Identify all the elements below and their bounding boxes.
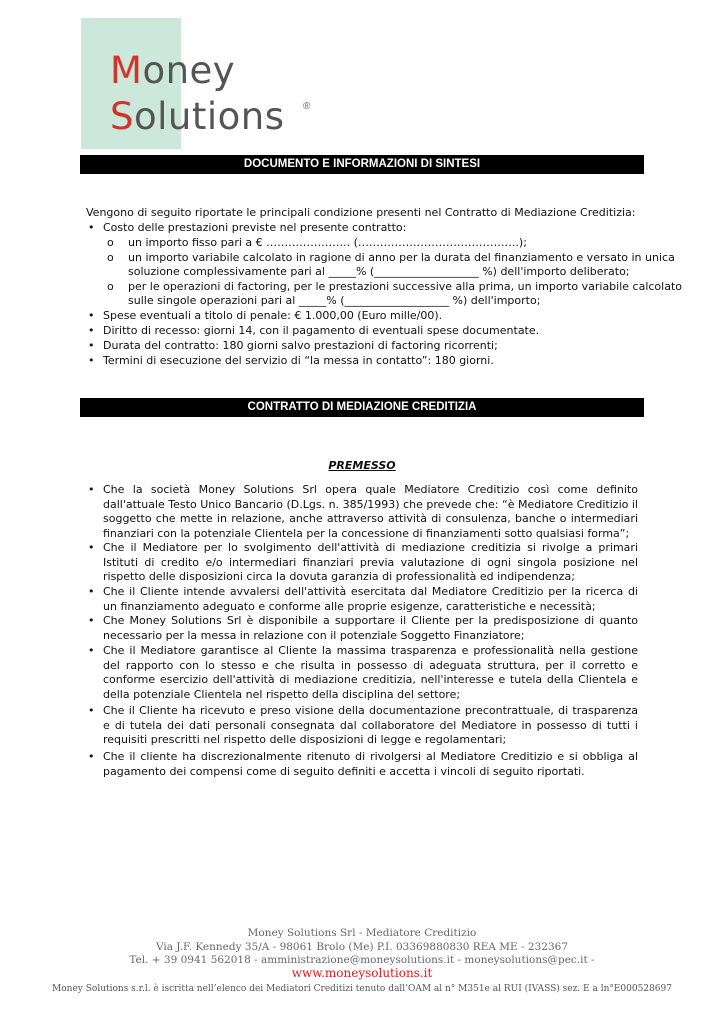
- bullet-icon: •: [88, 324, 95, 337]
- premise-item: Che Money Solutions Srl è disponibile a supportare il Cliente per la predisposizione di quanto necessario per la messa in relazione con il potenziale Soggetto Finanziatore;: [103, 614, 638, 642]
- logo-line-solutions: [110, 96, 285, 138]
- premise-item: Che il Mediatore garantisce al Cliente la massima trasparenza e professionalità nella gestione del rapporto con lo stesso e che risulta in possesso di adeguata struttura, per il corretto e conforme esercizio dell'attività di mediazione creditizia, nell'interesse e tutela della Clientela e della potenziale Clientela nel rispetto della disciplina del settore;: [103, 644, 638, 701]
- section-title-sintesi: DOCUMENTO E INFORMAZIONI DI SINTESI: [80, 155, 644, 174]
- bullet-icon: •: [88, 354, 95, 367]
- bullet-icon: •: [88, 339, 95, 352]
- sub-bullet-icon: o: [107, 236, 114, 249]
- premise-item: Che la società Money Solutions Srl opera quale Mediatore Creditizio così come definito dall'attuale Testo Unico Bancario (D.Lgs. n. 385/1993) che prevede che: “è Mediatore Creditizio il soggetto che mette in relazione, anche attraverso attività di consulenza, banche o intermediari finanziari con la potenziale Clientela per la concessione di finanziamenti sotto qualsiasi forma”;: [103, 483, 638, 540]
- footer-registration: Money Solutions s.r.l. è iscritta nell’elenco dei Mediatori Creditizi tenuto dall’OAM al n° M351e al RUI (IVASS) sez. E a ln°E000528697: [52, 984, 672, 994]
- sub-bullet-icon: o: [107, 280, 114, 293]
- terms-text: Termini di esecuzione del servizio di “la messa in contatto”: 180 giorni.: [103, 354, 494, 367]
- logo-line-money: [110, 50, 235, 92]
- cost-factoring-line1: per le operazioni di factoring, per le prestazioni successive alla prima, un importo variabile calcolato: [128, 280, 683, 293]
- registered-mark: ®: [303, 101, 311, 112]
- website-link[interactable]: www.moneysolutions.it: [291, 966, 433, 980]
- bullet-icon: •: [88, 541, 95, 554]
- bullet-icon: •: [88, 309, 95, 322]
- penalty-text: Spese eventuali a titolo di penale: € 1.000,00 (Euro mille/00).: [103, 309, 443, 322]
- footer-address: Via J.F. Kennedy 35/A - 98061 Brolo (Me) P.I. 03369880830 REA ME - 232367: [155, 941, 569, 953]
- bullet-icon: •: [88, 614, 95, 627]
- cost-variable-line2: soluzione complessivamente pari al _____% (___________________ %) dell'importo deliberato;: [128, 265, 630, 278]
- withdrawal-text: Diritto di recesso: giorni 14, con il pagamento di eventuali spese documentate.: [103, 324, 540, 337]
- logo-word-olutions: olutions: [134, 95, 285, 138]
- premesso-heading: PREMESSO: [328, 459, 396, 472]
- costs-label: Costo delle prestazioni previste nel presente contratto:: [103, 221, 407, 234]
- cost-fixed: un importo fisso pari a € ………………….. (……………………………………..);: [128, 236, 527, 249]
- footer-company: Money Solutions Srl - Mediatore Creditizio: [247, 927, 477, 939]
- premise-item: Che il Mediatore per lo svolgimento dell'attività di mediazione creditizia si rivolge a primari Istituti di credito e/o intermediari finanziari previa valutazione di ogni singola posizione nel rispetto delle disposizioni circa la dovuta garanzia di professionalità ed indipendenza;: [103, 541, 638, 583]
- bullet-icon: •: [88, 750, 95, 763]
- bullet-icon: •: [88, 221, 95, 234]
- duration-text: Durata del contratto: 180 giorni salvo prestazioni di factoring ricorrenti;: [103, 339, 498, 352]
- logo-initial-s: S: [110, 95, 134, 138]
- bullet-icon: •: [88, 704, 95, 717]
- premise-item: Che il cliente ha discrezionalmente ritenuto di rivolgersi al Mediatore Creditizio e si obbliga al pagamento dei compensi come di seguito definiti e accetta i vincoli di seguito riportati.: [103, 750, 638, 778]
- sub-bullet-icon: o: [107, 251, 114, 264]
- bullet-icon: •: [88, 644, 95, 657]
- cost-variable-line1: un importo variabile calcolato in ragione di anno per la durata del finanziamento e versato in unica: [128, 251, 675, 264]
- premise-item: Che il Cliente intende avvalersi dell'attività esercitata dal Mediatore Creditizio per la ricerca di un finanziamento adeguato e conforme alle proprie esigenze, caratteristiche e necessità;: [103, 585, 638, 613]
- logo-word-oney: oney: [142, 49, 236, 92]
- bullet-icon: •: [88, 585, 95, 598]
- section-title-contratto: CONTRATTO DI MEDIAZIONE CREDITIZIA: [80, 398, 644, 417]
- intro-text: Vengono di seguito riportate le principali condizione presenti nel Contratto di Mediazione Creditizia:: [86, 206, 636, 219]
- cost-factoring-line2: sulle singole operazioni pari al _____% (___________________ %) dell'importo;: [128, 294, 541, 307]
- bullet-icon: •: [88, 483, 95, 496]
- footer-registration-row: [0, 981, 724, 996]
- footer-contacts: Tel. + 39 0941 562018 - amministrazione@moneysolutions.it - moneysolutions@pec.it -: [129, 954, 595, 966]
- footer-website-row: [0, 966, 724, 981]
- premise-item: Che il Cliente ha ricevuto e preso visione della documentazione precontrattuale, di trasparenza e di tutela dei dati personali consegnata dal collaboratore del Mediatore in possesso di tutti i requisiti prescritti nel rispetto delle disposizioni di legge e regolamentari;: [103, 704, 638, 746]
- logo-initial-m: M: [110, 49, 143, 92]
